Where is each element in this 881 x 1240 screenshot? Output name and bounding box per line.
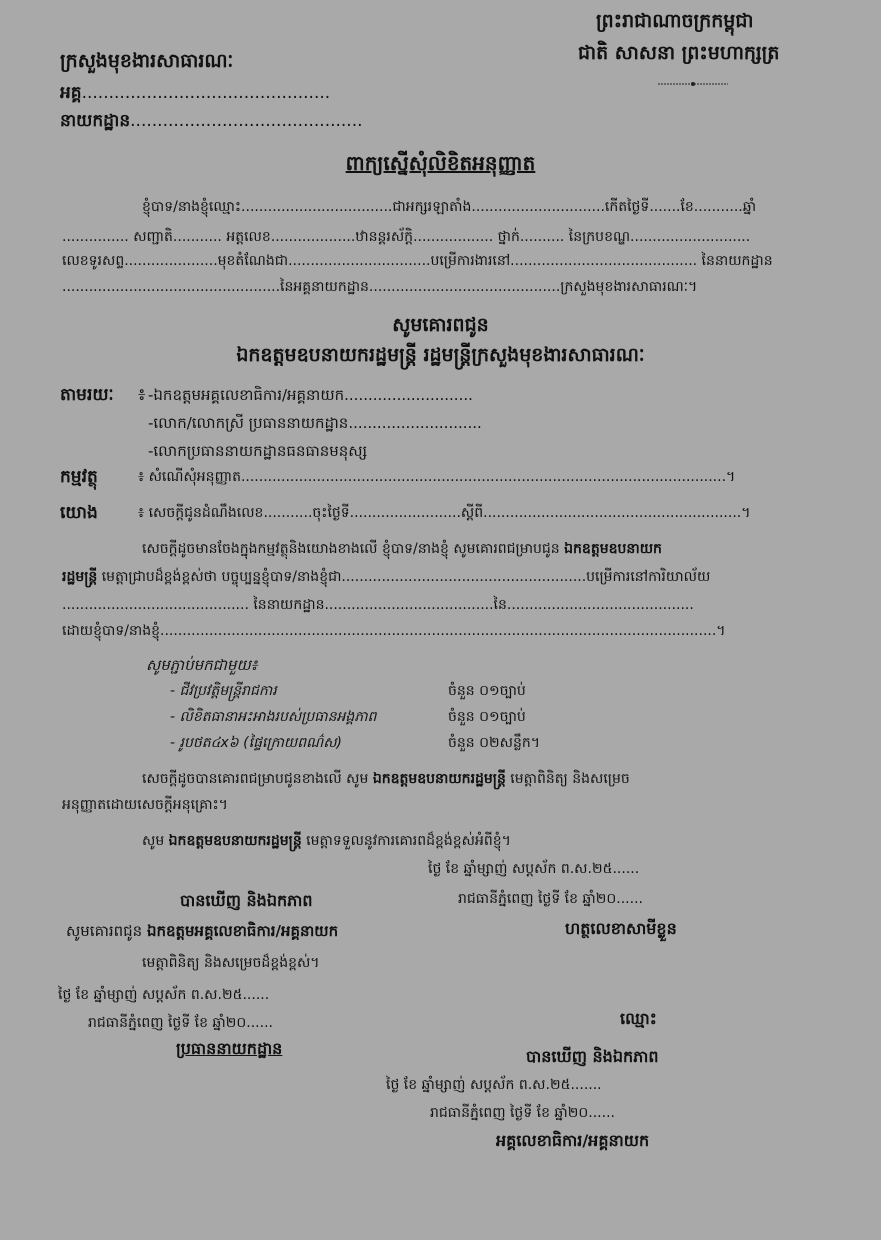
via-sep: ៖ (138, 385, 146, 405)
attachment-3-name: - រូបថត៤x៦ (ផ្ទៃក្រោយពណ៌ស) (170, 735, 342, 751)
bureau-dots: ........................................... (130, 111, 363, 131)
attachment-2-name: - លិខិតធានាអះអាងរបស់ប្រធានអង្គភាព (170, 709, 377, 725)
request-line-1: សូមគោរពជូន (392, 314, 489, 336)
via-label: តាមរយៈ (60, 385, 114, 405)
via-item-1: -ឯកឧត្តមអគ្គលេខាធិការ/អគ្គនាយក........................... (148, 386, 473, 404)
applicant-date-city: រាជធានីភ្នំពេញ ថ្ងៃទី ខែ ឆ្នាំ២០...... (458, 891, 643, 907)
applicant-signature-label: ហត្ថលេខាសាមីខ្លួន (565, 919, 677, 938)
bureau-label: នាយកដ្ឋាន (60, 111, 131, 131)
via-item-3: -លោកប្រធាននាយកដ្ឋានធនធានមនុស្ស (148, 442, 368, 460)
para2-line-2: អនុញ្ញាតដោយសេចក្តីអនុគ្រោះ។ (62, 797, 228, 813)
dept-line (60, 82, 330, 104)
sg-seen: បានឃើញ និងឯកភាព (526, 1047, 659, 1066)
dept-head-seen: បានឃើញ និងឯកភាព (180, 891, 313, 910)
applicant-name-label: ឈ្មោះ (620, 1009, 657, 1028)
para1-line-2-b: មេត្តាជ្រាបដ៏ខ្ពង់ខ្ពស់ថា បច្ចុប្បន្នខ្ញុំបាទ/នាងខ្ញុំជា.......................................................បម្រើការនៅការិយាល័យ (101, 569, 711, 585)
para2-line-1-b: ឯកឧត្តមឧបនាយករដ្ឋមន្ត្រី (372, 771, 506, 787)
attachment-3-count: ចំនួន ០២សន្លឹក។ (448, 735, 540, 751)
para3-line (142, 830, 511, 852)
sg-date-city: រាជធានីភ្នំពេញ ថ្ងៃទី ខែ ឆ្នាំ២០...... (430, 1105, 615, 1121)
body-line-2: ............... សញ្ជាតិ........... អត្តលេខ...................ឋានន្តរស័ក្តិ.................. ថ្នាក់.......... នៃក្របខណ្ឌ........................... (62, 229, 751, 245)
para3-b: ឯកឧត្តមឧបនាយករដ្ឋមន្ត្រី (168, 833, 302, 849)
para1-line-4: ដោយខ្ញុំបាទ/នាងខ្ញុំ.............................................................................................................................។ (62, 623, 726, 639)
attachment-2-count: ចំនួន ០១ច្បាប់ (448, 709, 526, 725)
ornament-divider-icon (658, 80, 728, 88)
subject-label: កម្មវត្ថុ (60, 467, 98, 487)
dept-head-to-line (66, 920, 338, 942)
motto-heading: ជាតិ សាសនា ព្រះមហាក្សត្រ (578, 42, 780, 64)
body-line-4: .................................................នៃអគ្គនាយកដ្ឋាន...........................................ក្រសួងមុខងារសាធារណៈ។ (62, 279, 698, 295)
ministry-label: ក្រសួងមុខងារសាធារណៈ (60, 50, 234, 72)
para1-line-1 (142, 538, 662, 560)
dept-head-date-city: រាជធានីភ្នំពេញ ថ្ងៃទី ខែ ឆ្នាំ២០...... (88, 1015, 273, 1031)
para1-line-2-a: រដ្ឋមន្ត្រី (62, 569, 98, 585)
reference-text: ៖ សេចក្តីជូនដំណឹងលេខ...........ចុះថ្ងៃទី.........................ស្តីពី..........................................................។ (138, 505, 751, 521)
sg-role: អគ្គលេខាធិការ/អគ្គនាយក (496, 1131, 650, 1150)
reference-label: យោង (60, 503, 98, 523)
attachment-1-name: - ជីវប្រវត្តិមន្ត្រីរាជការ (170, 683, 277, 699)
kingdom-heading: ព្រះរាជាណាចក្រកម្ពុជា (596, 10, 754, 32)
document-title: ពាក្យស្នើសុំលិខិតអនុញ្ញាត (345, 151, 536, 175)
para1-line-3: .......................................... នៃនាយកដ្ឋាន......................................នៃ.......................................... (62, 597, 694, 613)
para2-line-1 (142, 768, 630, 790)
body-line-3: លេខទូរសព្ទ.....................មុខតំណែងជា................................បម្រើការងារនៅ.......................................... នៃនាយកដ្ឋាន (62, 253, 773, 269)
para2-line-1-c: មេត្តាពិនិត្យ និងសម្រេច (510, 771, 630, 787)
dept-head-date-lunar: ថ្ងៃ ខែ ឆ្នាំម្សាញ់ សប្តស័ក ព.ស.២៥...... (58, 987, 270, 1003)
bureau-line (60, 110, 363, 132)
dept-head-to-a: សូមគោរពជូន (66, 922, 143, 940)
sg-date-lunar: ថ្ងៃ ខែ ឆ្នាំម្សាញ់ សប្តស័ក ព.ស.២៥....... (386, 1077, 602, 1093)
dept-head-to-b: ឯកឧត្តមអគ្គលេខាធិការ/អគ្គនាយក (146, 922, 339, 940)
dept-label: អគ្គ (60, 83, 82, 103)
para1-line-1-a: សេចក្តីដូចមានចែងក្នុងកម្មវត្ថុនិងយោងខាងលើ ខ្ញុំបាទ/នាងខ្ញុំ សូមគោរពជម្រាបជូន (142, 541, 560, 557)
para1-line-1-b: ឯកឧត្តមឧបនាយក (564, 541, 662, 557)
para3-c: មេត្តាទទួលនូវការគោរពដ៏ខ្ពង់ខ្ពស់អំពីខ្ញុំ។ (306, 833, 511, 849)
para1-line-2 (62, 566, 710, 588)
via-item-2: -លោក/លោកស្រី ប្រធាននាយកដ្ឋាន............................ (148, 414, 482, 432)
request-line-2: ឯកឧត្តមឧបនាយករដ្ឋមន្ត្រី រដ្ឋមន្ត្រីក្រសួងមុខងារសាធារណៈ (236, 344, 645, 366)
applicant-date-lunar: ថ្ងៃ ខែ ឆ្នាំម្សាញ់ សប្តស័ក ព.ស.២៥...... (428, 861, 640, 877)
dept-dots: .............................................. (81, 83, 331, 103)
dept-head-role: ប្រធាននាយកដ្ឋាន (176, 1039, 283, 1058)
para3-a: សូម (142, 833, 165, 849)
dept-head-review: មេត្តាពិនិត្យ និងសម្រេចដ៏ខ្ពង់ខ្ពស់។ (142, 955, 320, 971)
para2-line-1-a: សេចក្តីដូចបានគោរពជម្រាបជូនខាងលើ សូម (142, 771, 369, 787)
body-line-1: ខ្ញុំបាទ/នាងខ្ញុំឈ្មោះ..................................ជាអក្សរឡាតាំង..............................កើតថ្ងៃទី.......ខែ...........ឆ្នាំ (142, 199, 757, 215)
attachment-1-count: ចំនួន ០១ច្បាប់ (448, 683, 526, 699)
subject-text: ៖ សំណើសុំអនុញ្ញាត.............................................................................................................។ (138, 469, 736, 485)
attachments-header: សូមភ្ជាប់មកជាមួយ៖ (146, 656, 258, 674)
